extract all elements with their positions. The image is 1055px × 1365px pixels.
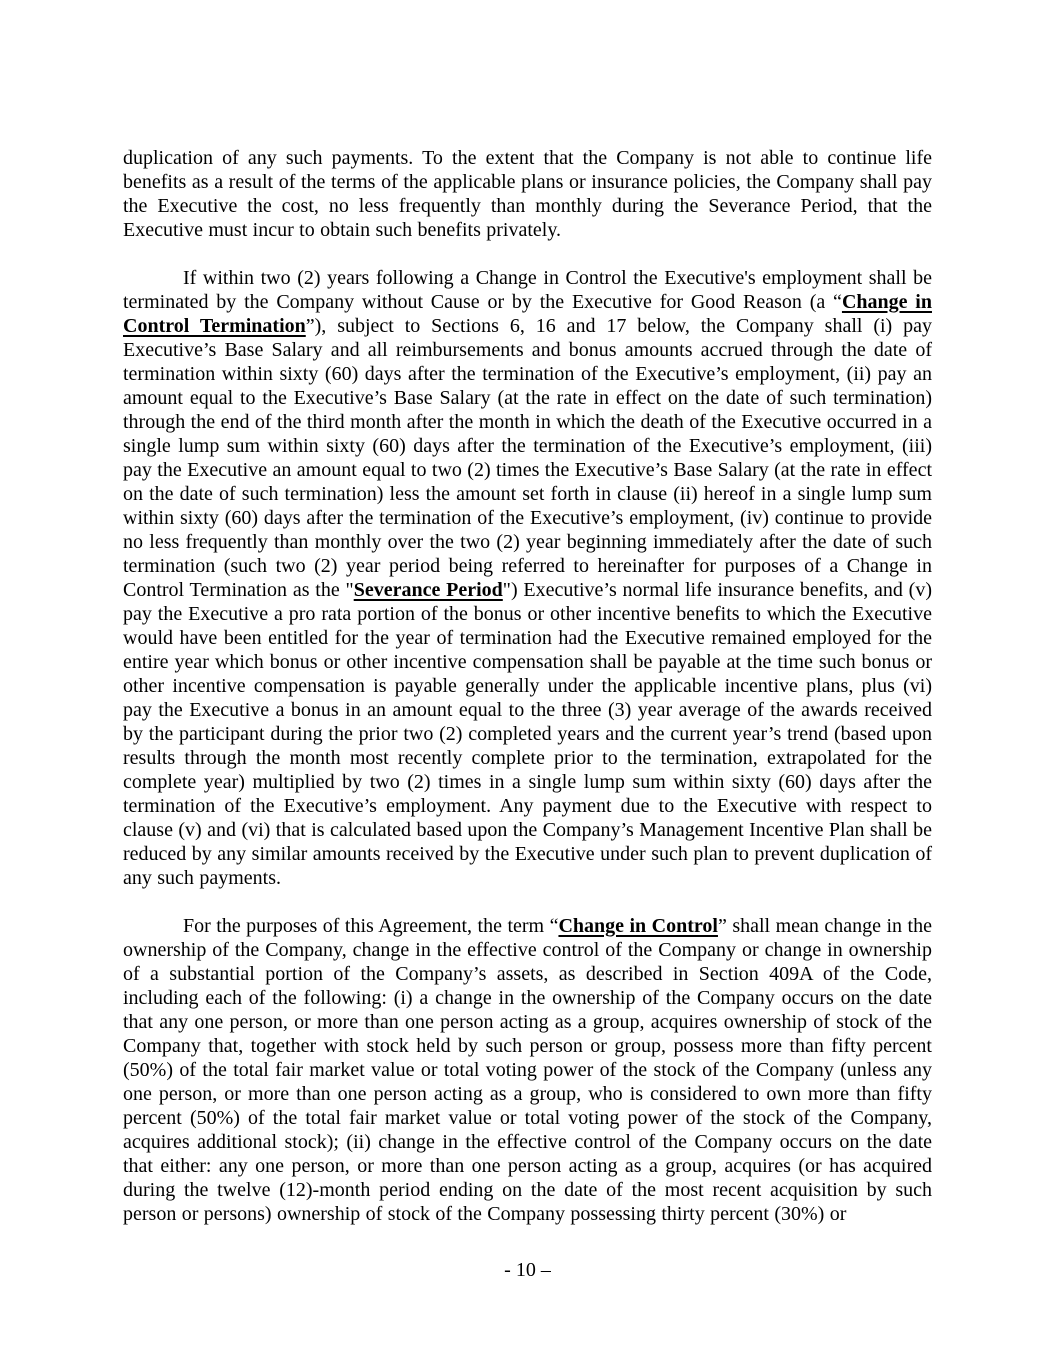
defined-term-change-in-control-termination: Change in Control Termination [123,291,932,337]
paragraph-text: If within two (2) years following a Change in Control the Executive's employment shall be terminated by the Company without Cause or by the Executive for Good Reason (a “ [123,267,932,313]
paragraph-change-in-control-definition [123,914,932,1226]
defined-term-severance-period: Severance Period [353,579,503,601]
paragraph-change-in-control-termination [123,266,932,890]
page-number: - 10 – [504,1259,551,1281]
document-body [123,146,932,1250]
defined-term-change-in-control: Change in Control [558,915,718,937]
paragraph-text: ") Executive’s normal life insurance benefits, and (v) pay the Executive a pro rata portion of the bonus or other incentive benefits to which the Executive would have been entitled for the year of termination had the Executive remained employed for the entire year which bonus or other incentive compensation shall be payable at the time such bonus or other incentive compensation is payable generally under the applicable incentive plans, plus (vi) pay the Executive a bonus in an amount equal to the three (3) year average of the awards received by the participant during the prior two (2) completed years and the current year’s trend (based upon results through the month most recently complete prior to the termination, extrapolated for the complete year) multiplied by two (2) times in a single lump sum within sixty (60) days after the termination of the Executive’s employment. Any payment due to the Executive with respect to clause (v) and (vi) that is calculated based upon the Company’s Management Incentive Plan shall be reduced by any similar amounts received by the Executive under such plan to prevent duplication of any such payments. [123,579,932,889]
paragraph-text: ” shall mean change in the ownership of the Company, change in the effective control of the Company or change in ownership of a substantial portion of the Company’s assets, as described in Section 409A of the Code, including each of the following: (i) a change in the ownership of the Company occurs on the date that any one person, or more than one person acting as a group, acquires ownership of stock of the Company that, together with stock held by such person or group, possess more than fifty percent (50%) of the total fair market value or total voting power of the stock of the Company (unless any one person, or more than one person acting as a group, who is considered to own more than fifty percent (50%) of the total fair market value or total voting power of the stock of the Company, acquires additional stock); (ii) change in the effective control of the Company occurs on the date that either: any one person, or more than one person acting as a group, acquires (or has acquired during the twelve (12)-month period ending on the date of the most recent acquisition by such person or persons) ownership of stock of the Company possessing thirty percent (30%) or [123,915,932,1225]
paragraph-text: For the purposes of this Agreement, the term “ [183,915,559,937]
paragraph-text: ”), subject to Sections 6, 16 and 17 below, the Company shall (i) pay Executive’s Base Salary and all reimbursements and bonus amounts accrued through the date of termination within sixty (60) days after the termination of the Executive’s employment, (ii) pay an amount equal to the Executive’s Base Salary (at the rate in effect on the date of such termination) through the end of the third month after the month in which the death of the Executive occurred in a single lump sum within sixty (60) days after the termination of the Executive’s employment, (iii) pay the Executive an amount equal to two (2) times the Executive’s Base Salary (at the rate in effect on the date of such termination) less the amount set forth in clause (ii) hereof in a single lump sum within sixty (60) days after the termination of the Executive’s employment, (iv) continue to provide no less frequently than monthly over the two (2) year beginning immediately after the date of such termination (such two (2) year period being referred to hereinafter for purposes of a Change in Control Termination as the " [123,315,932,601]
paragraph-benefits-continuation: duplication of any such payments. To the extent that the Company is not able to continue life benefits as a result of the terms of the applicable plans or insurance policies, the Company shall pay the Executive the cost, no less frequently than monthly during the Severance Period, that the Executive must incur to obtain such benefits privately. [123,147,932,241]
